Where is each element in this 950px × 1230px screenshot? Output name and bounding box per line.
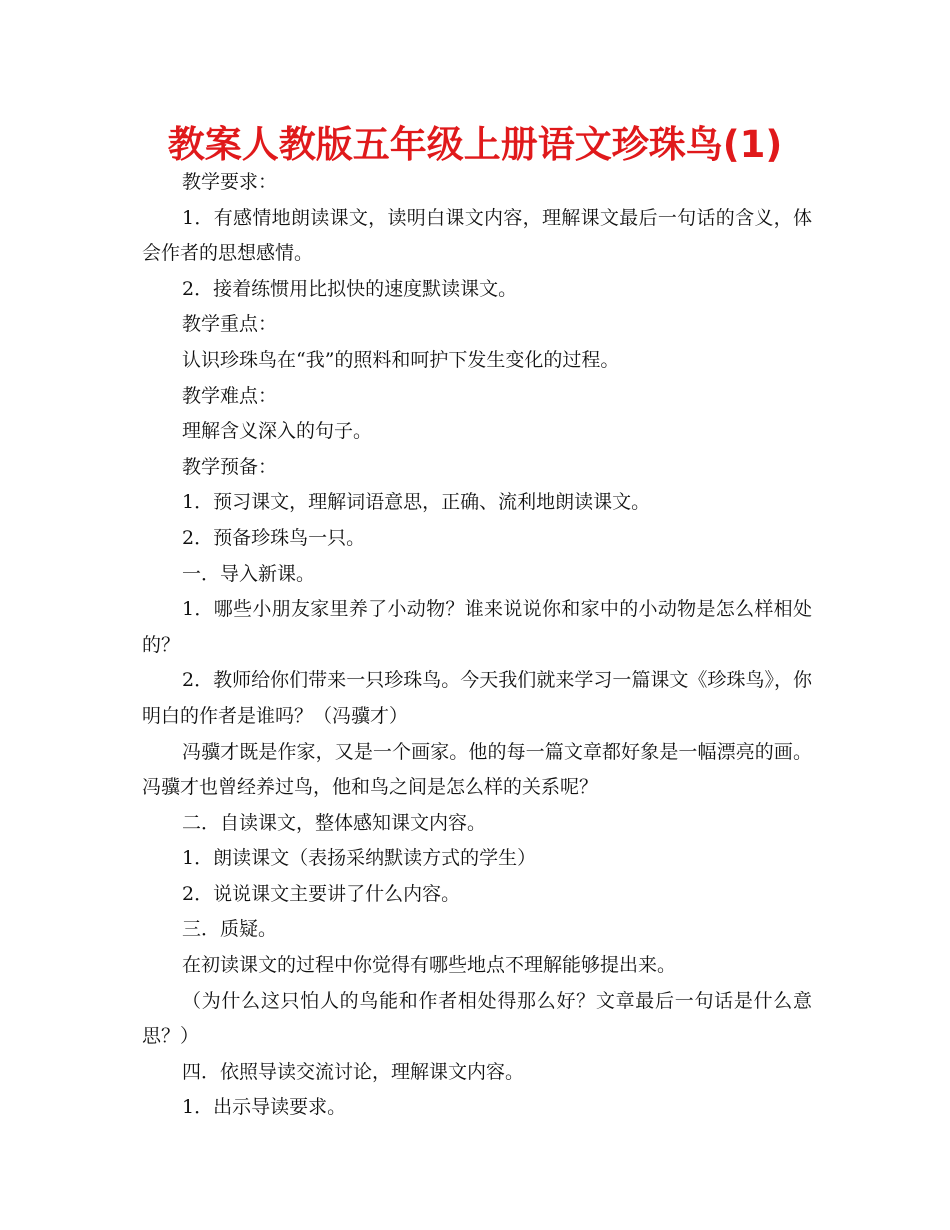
paragraph: 2．预备珍珠鸟一只。 bbox=[182, 526, 366, 549]
paragraph-key-points-heading: 教学重点： bbox=[182, 313, 278, 336]
paragraph-preparation-heading: 教学预备： bbox=[182, 455, 278, 478]
paragraph: 1．哪些小朋友家里养了小动物？谁来说说你和家中的小动物是怎么样相处的？ bbox=[142, 598, 812, 656]
paragraph-difficulties-heading: 教学难点： bbox=[182, 384, 278, 407]
paragraph: 1．有感情地朗读课文，读明白课文内容，理解课文最后一句话的含义，体会作者的思想感情。 bbox=[142, 206, 812, 265]
paragraph: 2．说说课文主要讲了什么内容。 bbox=[182, 882, 461, 905]
paragraph: 认识珍珠鸟在“我”的照料和呵护下发生变化的过程。 bbox=[182, 348, 620, 371]
paragraph-section-four-heading: 四．依照导读交流讨论，理解课文内容。 bbox=[182, 1060, 525, 1083]
paragraph-teaching-requirements-heading: 教学要求： bbox=[182, 171, 278, 193]
paragraph: （为什么这只怕人的鸟能和作者相处得那么好？文章最后一句话是什么意思？） bbox=[142, 989, 812, 1048]
paragraph: 理解含义深入的句子。 bbox=[182, 420, 373, 443]
document-body bbox=[142, 165, 812, 1126]
paragraph: 冯骥才既是作家，又是一个画家。他的每一篇文章都好象是一幅漂亮的画。冯骥才也曾经养过鸟，他和鸟之间是怎么样的关系呢？ bbox=[142, 740, 812, 799]
paragraph: 2．接着练惯用比拟快的速度默读课文。 bbox=[182, 277, 518, 300]
paragraph-section-two-heading: 二．自读课文，整体感知课文内容。 bbox=[182, 811, 487, 834]
document-title: 教案人教版五年级上册语文珍珠鸟(1) bbox=[167, 123, 783, 166]
paragraph: 1．出示导读要求。 bbox=[182, 1096, 347, 1119]
paragraph: 1．朗读课文（表扬采纳默读方式的学生） bbox=[182, 847, 537, 870]
paragraph: 2．教师给你们带来一只珍珠鸟。今天我们就来学习一篇课文《珍珠鸟》，你明白的作者是谁吗？（冯骥才） bbox=[142, 669, 812, 727]
paragraph: 1．预习课文，理解词语意思，正确、流利地朗读课文。 bbox=[182, 491, 651, 514]
paragraph: 在初读课文的过程中你觉得有哪些地点不理解能够提出来。 bbox=[182, 954, 677, 977]
paragraph-section-one-heading: 一．导入新课。 bbox=[182, 562, 316, 585]
paragraph-section-three-heading: 三．质疑。 bbox=[182, 918, 278, 941]
